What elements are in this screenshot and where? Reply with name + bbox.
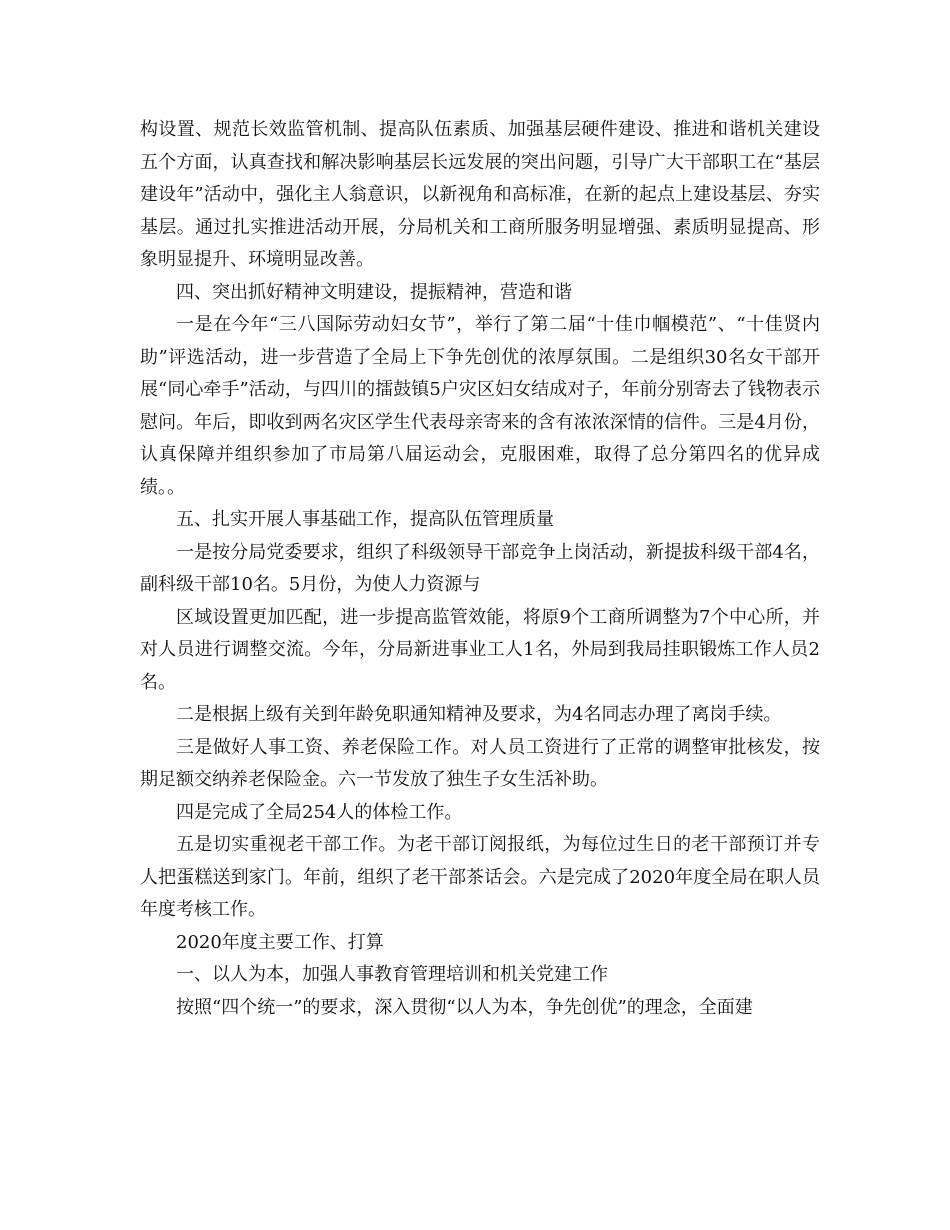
paragraph: 一是按分局党委要求，组织了科级领导干部竞争上岗活动，新提拔科级干部4名，副科级干部10名。5月份，为使人力资源与 xyxy=(140,541,820,595)
paragraph: 三是做好人事工资、养老保险工作。对人员工资进行了正常的调整审批核发，按期足额交纳养老保险金。六一节发放了独生子女生活补助。 xyxy=(140,736,820,790)
section-heading: 五、扎实开展人事基础工作，提高队伍管理质量 xyxy=(176,509,554,530)
paragraph: 构设置、规范长效监管机制、提高队伍素质、加强基层硬件建设、推进和谐机关建设五个方面，认真查找和解决影响基层长远发展的突出问题，引导广大干部职工在“基层建设年”活动中，强化主人翁意识，以新视角和高标准，在新的起点上建设基层、夯实基层。通过扎实推进活动开展，分局机关和工商所服务明显增强、素质明显提高、形象明显提升、环境明显改善。 xyxy=(140,119,820,270)
section-heading: 四、突出抓好精神文明建设，提振精神，营造和谐 xyxy=(176,281,572,303)
document-body xyxy=(140,114,820,1024)
paragraph: 区域设置更加匹配，进一步提高监管效能，将原9个工商所调整为7个中心所，并对人员进行调整交流。今年，分局新进事业工人1名，外局到我局挂职锻炼工作人员2名。 xyxy=(140,606,820,693)
paragraph: 一是在今年“三八国际劳动妇女节”，举行了第二届“十佳巾帼模范”、“十佳贤内助”评选活动，进一步营造了全局上下争先创优的浓厚氛围。二是组织30名女干部开展“同心牵手”活动，与四川的擂鼓镇5户灾区妇女结成对子，年前分别寄去了钱物表示慰问。年后，即收到两名灾区学生代表母亲寄来的含有浓浓深情的信件。三是4月份，认真保障并组织参加了市局第八届运动会，克服困难，取得了总分第四名的优异成绩。。 xyxy=(140,314,820,498)
paragraph: 二是根据上级有关到年龄免职通知精神及要求，为4名同志办理了离岗手续。 xyxy=(176,704,782,725)
paragraph: 按照“四个统一”的要求，深入贯彻“以人为本，争先创优”的理念，全面建 xyxy=(176,996,753,1018)
section-heading: 一、以人为本，加强人事教育管理培训和机关党建工作 xyxy=(176,964,608,985)
paragraph: 四是完成了全局254人的体检工作。 xyxy=(176,801,463,823)
section-heading: 2020年度主要工作、打算 xyxy=(176,931,384,953)
paragraph: 五是切实重视老干部工作。为老干部订阅报纸，为每位过生日的老干部预订并专人把蛋糕送到家门。年前，组织了老干部茶话会。六是完成了2020年度全局在职人员年度考核工作。 xyxy=(140,834,820,920)
